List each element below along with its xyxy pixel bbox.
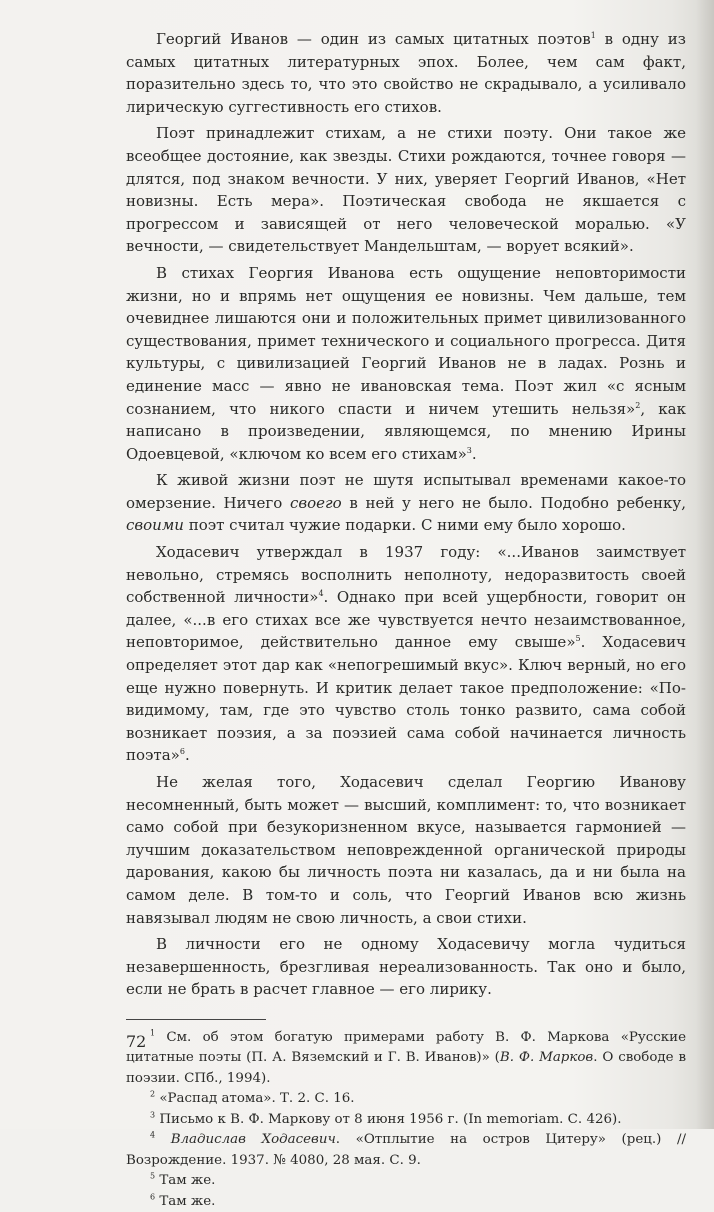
footnote-number: 5 — [150, 1171, 156, 1181]
text-segment — [155, 1132, 171, 1147]
footnote-reference: 2 — [635, 400, 641, 410]
footnote-reference: 1 — [590, 31, 596, 40]
italic-text: своего — [290, 493, 342, 512]
paragraph — [126, 469, 686, 537]
footnote-number: 2 — [150, 1089, 156, 1099]
footnote-reference: 5 — [575, 634, 581, 644]
footnote-number: 3 — [150, 1110, 156, 1120]
footnote-reference: 4 — [318, 589, 324, 599]
text-segment: В личности его не одному Ходасевичу могла чудиться незавершенность, брезгливая нереализованность. Так оно и было, если не брать в расчет главное — его лирику. — [126, 935, 686, 999]
footnote-divider — [126, 1019, 266, 1020]
text-segment: . «Отплытие на остров Цитеру» (рец.) // Возрождение. 1937. № 4080, 28 мая. С. 9. — [126, 1132, 686, 1168]
text-segment: в одну из самых цитатных литературных эпох. Более, чем сам факт, поразительно здесь то, что это свойство не скрадывало, а усиливало лирическую суггестивность его стихов. — [126, 30, 686, 116]
footnote — [126, 1130, 686, 1171]
text-segment: В стихах Георгия Иванова есть ощущение неповторимости жизни, но и впрямь нет ощущения ее новизны. Чем дальше, тем очевиднее лишаются они и положительных примет цивилизованного существования, примет технического и социального прогресса. Дитя культуры, с цивилизацией Георгий Иванов не в ладах. Рознь и единение масс — явно не ивановская тема. Поэт жил «с ясным сознанием, что никого спасти и ничем утешить нельзя» — [126, 263, 686, 418]
text-segment: См. об этом богатую примерами работу В. Ф. Маркова «Русские цитатные поэты (П. А. Вяземский и Г. В. Иванов)» ( — [126, 1029, 686, 1066]
footnote-number: 1 — [150, 1028, 156, 1038]
footnote-reference: 3 — [466, 445, 472, 455]
footnote-number: 4 — [150, 1130, 156, 1140]
italic-text: Владислав Ходасевич — [170, 1132, 336, 1148]
footnote — [126, 1171, 686, 1192]
paragraph — [126, 28, 686, 118]
footnote-reference: 6 — [179, 747, 185, 757]
footnote-number: 6 — [150, 1192, 156, 1202]
paragraph — [126, 122, 686, 258]
italic-text: В. Ф. Марков — [499, 1050, 594, 1066]
footnote — [126, 1110, 686, 1131]
italic-text: своими — [126, 516, 184, 535]
paragraph — [126, 262, 686, 465]
text-segment: «Распад атома». Т. 2. С. 16. — [155, 1091, 355, 1107]
text-segment: Поэт принадлежит стихам, а не стихи поэту. Они такое же всеобщее достояние, как звезды. Стихи рождаются, точнее говоря — длятся, под знаком вечности. У них, уверяет Георгий Иванов, «Нет новизны. Есть мера». Поэтическая свобода не якшается с прогрессом и зависящей от него человеческой моралью. «У вечности, — свидетельствует Мандельштам, — ворует всякий». — [126, 124, 686, 256]
text-segment: . — [184, 746, 190, 765]
footnotes — [126, 1028, 686, 1212]
text-segment: , как написано в произведении, являющемся, по мнению Ирины Одоевцевой, «ключом ко всем его стихам» — [126, 399, 686, 463]
text-block — [126, 28, 686, 1212]
text-segment: . Однако при всей ущербности, говорит он далее, «...в его стихах все же чувствуется нечто незаимствованное, неповторимое, действительно данное ему свыше» — [126, 588, 687, 652]
footnote — [126, 1089, 686, 1110]
paragraph — [126, 541, 686, 767]
page-binding-shadow — [696, 0, 714, 1129]
paragraph — [126, 771, 686, 929]
text-segment: Георгий Иванов — один из самых цитатных поэтов — [156, 30, 591, 48]
text-segment: . — [471, 444, 477, 463]
text-segment: Ходасевич утверждал в 1937 году: «...Иванов заимствует невольно, стремясь восполнить неполноту, недоразвитость своей собственной личности» — [126, 543, 686, 607]
text-segment: Не желая того, Ходасевич сделал Георгию Иванову несомненный, быть может — высший, комплимент: то, что возникает само собой при безукоризненном вкусе, называется гармонией — лучшим доказательством неповрежденной органической природы дарования, какою бы личность поэта ни казалась, да и ни была на самом деле. В том-то и соль, что Георгий Иванов всю жизнь навязывал людям не свою личность, а свои стихи. — [126, 773, 686, 927]
footnote — [126, 1028, 686, 1090]
paragraph — [126, 933, 686, 1001]
main-text — [126, 28, 686, 1001]
text-segment: Там же. — [155, 1193, 216, 1209]
text-segment: Там же. — [155, 1173, 216, 1189]
page-number: 72 — [126, 1032, 147, 1051]
text-segment: поэт считал чужие подарки. С ними ему было хорошо. — [183, 516, 626, 535]
text-segment: . Ходасевич определяет этот дар как «непогрешимый вкус». Ключ верный, но его еще нужно повернуть. И критик делает такое предположение: «По-видимому, там, где это чувство столь тонко развито, сама собой возникает поэзия, а за поэзией сама собой начинается личность поэта» — [126, 633, 687, 765]
text-segment: Письмо к В. Ф. Маркову от 8 июня 1956 г. (In memoriam. С. 426). — [155, 1111, 622, 1127]
text-segment: в ней у него не было. Подобно ребенку, — [341, 493, 686, 512]
text-segment: . О свободе в поэзии. СПб., 1994). — [126, 1050, 686, 1086]
footnote — [126, 1192, 686, 1212]
text-segment: К живой жизни поэт не шутя испытывал временами какое-то омерзение. Ничего — [126, 471, 686, 512]
